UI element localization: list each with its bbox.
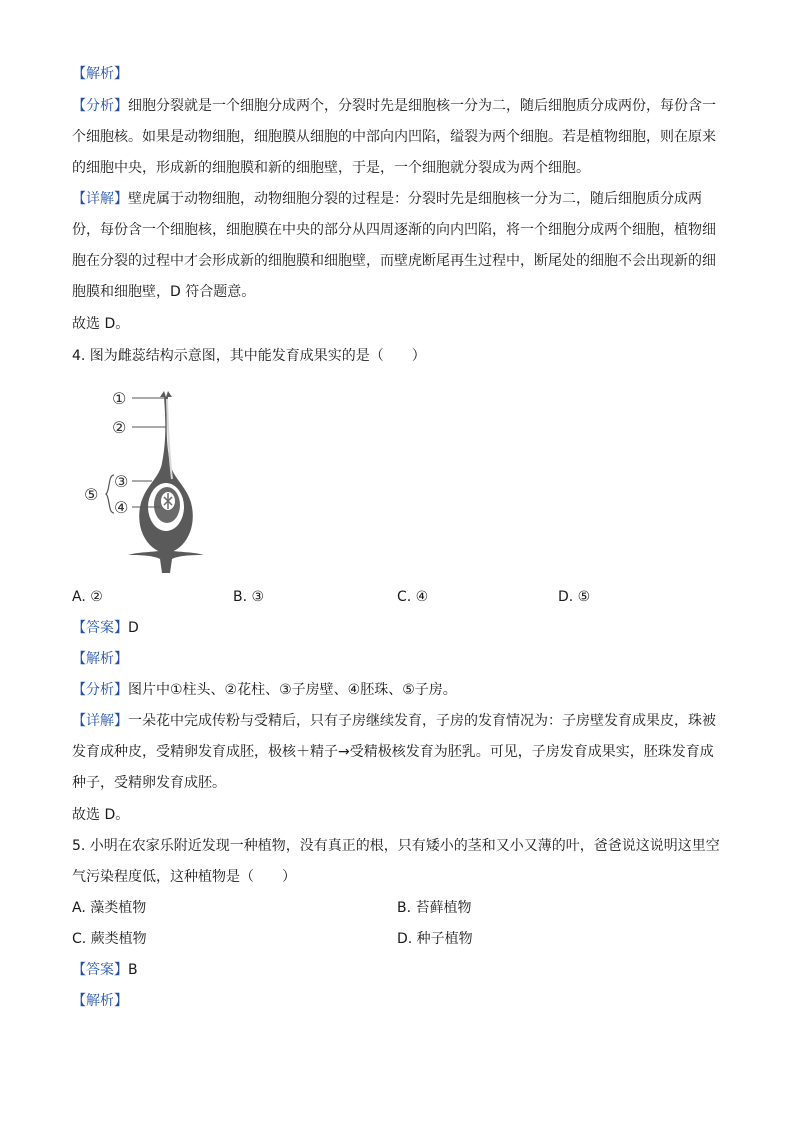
label-2: ② [112, 418, 127, 437]
option-c: C. ④ [397, 589, 429, 605]
label-1: ① [112, 389, 127, 408]
fenxi-line: 的细胞中央，形成新的细胞膜和新的细胞壁，于是，一个细胞就分裂成为两个细胞。 [72, 160, 590, 176]
answer-line: 【答案】B [72, 962, 138, 978]
xiangjie-line: 胞膜和细胞壁，D 符合题意。 [72, 284, 256, 300]
conclusion: 故选 D。 [72, 807, 130, 823]
answer-line: 【答案】D [72, 620, 139, 636]
conclusion: 故选 D。 [72, 316, 130, 332]
option-d: D. 种子植物 [397, 931, 473, 947]
label-5: ⑤ [84, 485, 99, 504]
fenxi-line: 【分析】细胞分裂就是一个细胞分成两个，分裂时先是细胞核一分为二，随后细胞质分成两份，每份含一 [72, 98, 716, 114]
option-d: D. ⑤ [558, 589, 591, 605]
xiangjie-line: 种子，受精卵发育成胚。 [72, 775, 226, 791]
pistil-shape [128, 391, 204, 573]
xiangjie-line: 【详解】壁虎属于动物细胞，动物细胞分裂的过程是：分裂时先是细胞核一分为二，随后细胞质分成两 [72, 191, 702, 207]
jiexi-heading: 【解析】 [72, 993, 128, 1009]
question-5-stem: 气污染程度低，这种植物是（ ） [72, 869, 296, 885]
xiangjie-line: 份，每份含一个细胞核，细胞膜在中央的部分从四周逐渐的向内凹陷，将一个细胞分成两个细胞，植物细 [72, 222, 716, 238]
jiexi-heading: 【解析】 [72, 651, 128, 667]
pistil-diagram [80, 383, 250, 578]
xiangjie-line: 发育成种皮，受精卵发育成胚，极核＋精子→受精极核发育为胚乳。可见，子房发育成果实，胚珠发育成 [72, 744, 714, 760]
fenxi-line: 个细胞核。如果是动物细胞，细胞膜从细胞的中部向内凹陷，缢裂为两个细胞。若是植物细胞，则在原来 [72, 129, 716, 145]
label-4: ④ [114, 498, 129, 517]
jiexi-heading: 【解析】 [72, 66, 128, 82]
label-3: ③ [114, 472, 129, 491]
fenxi-line: 【分析】图片中①柱头、②花柱、③子房壁、④胚珠、⑤子房。 [72, 682, 457, 698]
xiangjie-line: 【详解】一朵花中完成传粉与受精后，只有子房继续发育，子房的发育情况为：子房壁发育成果皮，珠被 [72, 713, 716, 729]
option-a: A. 藻类植物 [72, 900, 147, 916]
option-c: C. 蕨类植物 [72, 931, 147, 947]
question-5-stem: 5. 小明在农家乐附近发现一种植物，没有真正的根，只有矮小的茎和又小又薄的叶，爸爸说这说明这里空 [72, 838, 720, 854]
option-a: A. ② [72, 589, 103, 605]
option-b: B. 苔藓植物 [397, 900, 472, 916]
xiangjie-line: 胞在分裂的过程中才会形成新的细胞膜和细胞壁，而壁虎断尾再生过程中，断尾处的细胞不会出现新的细 [72, 253, 716, 269]
option-b: B. ③ [233, 589, 265, 605]
question-4-stem: 4. 图为雌蕊结构示意图，其中能发育成果实的是（ ） [72, 348, 426, 364]
